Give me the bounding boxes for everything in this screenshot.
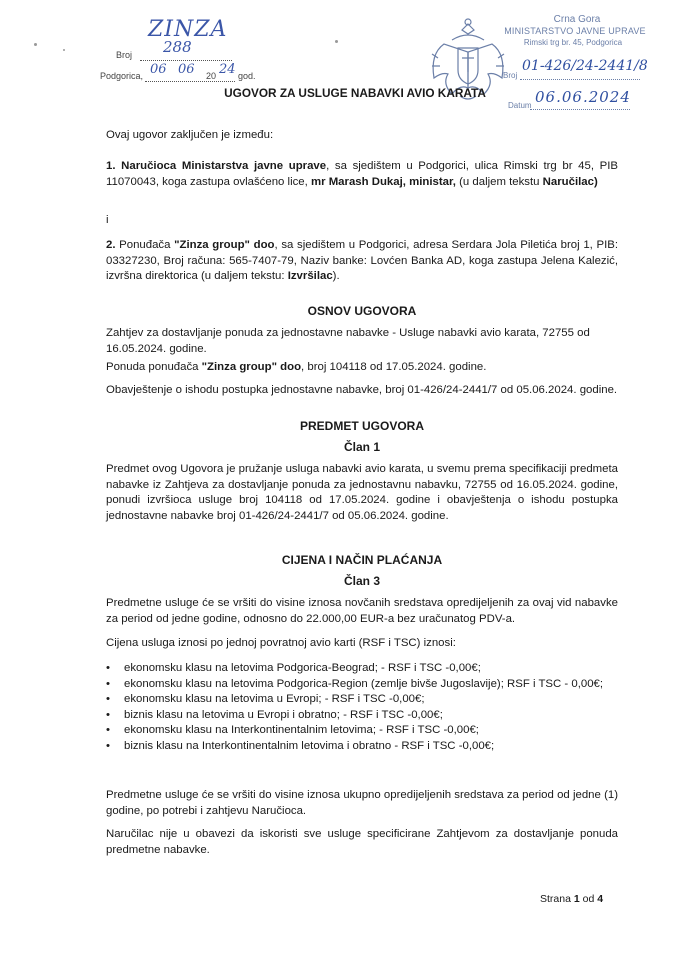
list-item: • ekonomsku klasu na letovima Podgorica-Region (zemlje bivše Jugoslavije); RSF i TSC - 0,00€; bbox=[106, 677, 618, 693]
party1-name: Naručioca Ministarstva javne uprave bbox=[121, 160, 327, 172]
osnov-p2-bold: "Zinza group" doo bbox=[201, 361, 302, 373]
party2-text2: ). bbox=[332, 270, 340, 282]
cijena-heading: CIJENA I NAČIN PLAĆANJA bbox=[281, 553, 443, 567]
osnov-p2-post: , broj 104118 od 17.05.2024. godine. bbox=[301, 361, 487, 373]
broj-underline bbox=[140, 60, 232, 61]
scan-speck bbox=[335, 40, 338, 43]
broj-label: Broj bbox=[116, 50, 133, 60]
page-total: 4 bbox=[597, 893, 604, 905]
list-item: • ekonomsku klasu na Interkontinentalnim letovima; - RSF i TSC -0,00€; bbox=[106, 723, 618, 739]
stamp-broj-underline bbox=[520, 79, 640, 80]
company-handwritten-name: ZINZA bbox=[148, 17, 228, 42]
place-label: Podgorica, bbox=[100, 71, 144, 81]
list-item: • biznis klasu na Interkontinentalnim letovima i obratno - RSF i TSC -0,00€; bbox=[106, 739, 618, 755]
god-label: god. bbox=[238, 71, 256, 81]
and-connector: i bbox=[106, 214, 109, 226]
scan-speck bbox=[63, 49, 65, 51]
cijena-clan: Član 3 bbox=[343, 574, 380, 588]
party2-text0: Ponuđača bbox=[115, 239, 175, 251]
scan-speck bbox=[34, 43, 37, 46]
osnov-paragraph-3: Obavještenje o ishodu postupka jednostavne nabavke, broj 01-426/24-2441/7 od 05.06.2024. godine. bbox=[106, 384, 618, 396]
party1-short-name: Naručilac) bbox=[542, 175, 598, 188]
broj-value-handwritten: 288 bbox=[163, 38, 192, 56]
document-title: UGOVOR ZA USLUGE NABAVKI AVIO KARATA bbox=[224, 86, 486, 100]
stamp-line-address: Rimski trg br. 45, Podgorica bbox=[523, 38, 623, 47]
party1-text1: , sa sjedištem u Podgorici, ulica Rimski trg br 45, PIB 11070043, koga zastupa ovlašćeno lice, bbox=[106, 160, 618, 188]
party2-name: "Zinza group" bbox=[174, 239, 250, 251]
predmet-clan: Član 1 bbox=[343, 440, 380, 454]
cijena-paragraph-1: Predmetne usluge će se vršiti do visine iznosa novčanih sredstava opredijeljenih za ovaj vid nabavke za period od jedne godine, odnosno do 22.000,00 EUR-a bez uračunatog PDV-a. bbox=[106, 597, 618, 625]
stamp-broj-label: Broj bbox=[503, 71, 518, 80]
party1-representative: mr Marash Dukaj, ministar, bbox=[310, 175, 456, 188]
osnov-heading: OSNOV UGOVORA bbox=[307, 304, 417, 318]
page-od-label: od bbox=[582, 893, 595, 905]
party1-text2: (u daljem tekstu bbox=[455, 175, 543, 188]
date-day-handwritten: 06 bbox=[150, 62, 167, 77]
stamp-line-country: Crna Gora bbox=[553, 14, 601, 25]
stamp-line-ministry: MINISTARSTVO JAVNE UPRAVE bbox=[504, 26, 646, 36]
party2-name-suffix: doo bbox=[249, 239, 275, 251]
party2-paragraph bbox=[106, 238, 618, 285]
osnov-p2-pre: Ponuda ponuđača bbox=[106, 361, 202, 373]
year-suffix-handwritten: 24 bbox=[219, 62, 236, 77]
year-prefix: 20 bbox=[206, 71, 217, 81]
osnov-paragraph-1: Zahtjev za dostavljanje ponuda za jednostavne nabavke - Usluge nabavki avio karata, 72755 od 16.05.2024. godine. bbox=[106, 327, 590, 355]
stamp-datum-label: Datum bbox=[508, 101, 532, 110]
cijena-paragraph-3: Predmetne usluge će se vršiti do visine iznosa ukupno opredijeljenih sredstava za period od jedne (1) godine, po potrebi i zahtjevu Naručioca. bbox=[106, 789, 618, 817]
stamp-datum-value-handwritten: 06.06.2024 bbox=[535, 88, 631, 106]
cijena-paragraph-2: Cijena usluga iznosi po jednoj povratnoj avio karti (RSF i TSC) iznosi: bbox=[106, 637, 456, 649]
predmet-heading: PREDMET UGOVORA bbox=[299, 419, 424, 433]
party2-number: 2. bbox=[106, 239, 116, 251]
stamp-datum-underline bbox=[530, 109, 630, 110]
list-item: • ekonomsku klasu na letovima u Evropi; - RSF i TSC -0,00€; bbox=[106, 692, 618, 708]
intro-paragraph: Ovaj ugovor zaključen je između: bbox=[106, 129, 274, 141]
party1-number: 1. bbox=[106, 160, 116, 172]
date-month-handwritten: 06 bbox=[178, 62, 195, 77]
party2-short-name: Izvršilac bbox=[287, 270, 333, 282]
party1-paragraph bbox=[106, 159, 618, 190]
predmet-paragraph: Predmet ovog Ugovora je pružanje usluga nabavki avio karata, u svemu prema specifikaciji predmeta nabavke iz Zahtjeva za dostavljanje ponuda za jednostavnu nabavku, 72755 od 16.05.2024. godine, ponudi izvršioca usluge broj 104118 od 17.05.2024. godine i obavještenja o ishodu postupka jednostavne nabavke broj 01-426/24-2441/7 od 05.06.2024. godine. bbox=[106, 463, 618, 522]
date-underline bbox=[145, 81, 235, 82]
page-current: 1 bbox=[573, 893, 580, 905]
price-list bbox=[106, 661, 618, 754]
party2-text1: , sa sjedištem u Podgorici, adresa Serdara Jola Piletića broj 1, PIB: 03327230, Broj računa: 565-7407-79, Naziv banke: Lovćen Banka AD, koga zastupa Jelena Kalezić, izvršna direktorica (u daljem tekstu: bbox=[106, 239, 618, 282]
list-item: • ekonomsku klasu na letovima Podgorica-Beograd; - RSF i TSC -0,00€; bbox=[106, 661, 618, 677]
page-number bbox=[540, 893, 603, 905]
osnov-paragraph-2 bbox=[106, 360, 618, 376]
stamp-broj-value-handwritten: 01-426/24-2441/8 bbox=[522, 58, 648, 74]
page-strana-label: Strana bbox=[540, 893, 571, 905]
cijena-paragraph-4: Naručilac nije u obavezi da iskoristi sve usluge specificirane Zahtjevom za dostavljanje ponuda predmetne nabavke. bbox=[106, 828, 618, 856]
list-item: • biznis klasu na letovima u Evropi i obratno; - RSF i TSC -0,00€; bbox=[106, 708, 618, 724]
